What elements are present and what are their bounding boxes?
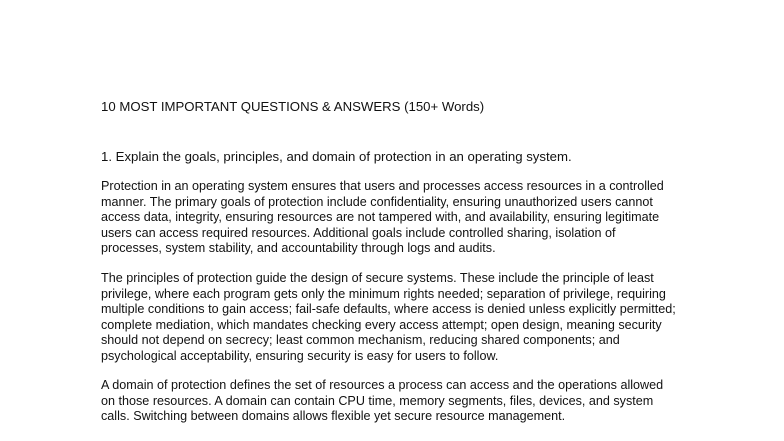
paragraph-line: processes, system stability, and accountability through logs and audits. xyxy=(101,241,496,255)
paragraph-line: multiple conditions to gain access; fail-safe defaults, where access is denied unless explicitly permitted; xyxy=(101,302,676,316)
paragraph-line: A domain of protection defines the set of resources a process can access and the operations allowed xyxy=(101,378,664,392)
paragraph-line: calls. Switching between domains allows flexible yet secure resource management. xyxy=(101,409,566,423)
paragraph-line: on those resources. A domain can contain CPU time, memory segments, files, devices, and system xyxy=(101,393,654,408)
paragraph-line: users can access required resources. Additional goals include controlled sharing, isolation of xyxy=(101,225,616,240)
paragraph-line: privilege, where each program gets only the minimum rights needed; separation of privilege, requiring xyxy=(101,286,666,301)
paragraph-line: psychological acceptability, ensuring security is easy for users to follow. xyxy=(101,348,499,363)
paragraph-line: The principles of protection guide the design of secure systems. These include the principle of least xyxy=(101,271,654,285)
document-heading: 10 MOST IMPORTANT QUESTIONS & ANSWERS (150+ Words) xyxy=(101,99,485,114)
paragraph-line: complete mediation, which mandates checking every access attempt; open design, meaning security xyxy=(101,317,662,332)
answer-paragraph-goals xyxy=(101,179,664,257)
paragraph-line: manner. The primary goals of protection include confidentiality, ensuring unauthorized users cannot xyxy=(101,194,653,209)
answer-paragraph-principles xyxy=(101,271,676,364)
paragraph-line: should not depend on secrecy; least common mechanism, reducing shared components; and xyxy=(101,333,620,347)
question-title: 1. Explain the goals, principles, and domain of protection in an operating system. xyxy=(101,149,572,164)
answer-paragraph-domain xyxy=(101,378,663,425)
paragraph-line: Protection in an operating system ensures that users and processes access resources in a controlled xyxy=(101,179,664,193)
paragraph-line: access data, integrity, ensuring resources are not tampered with, and availability, ensuring legitimate xyxy=(101,210,660,224)
